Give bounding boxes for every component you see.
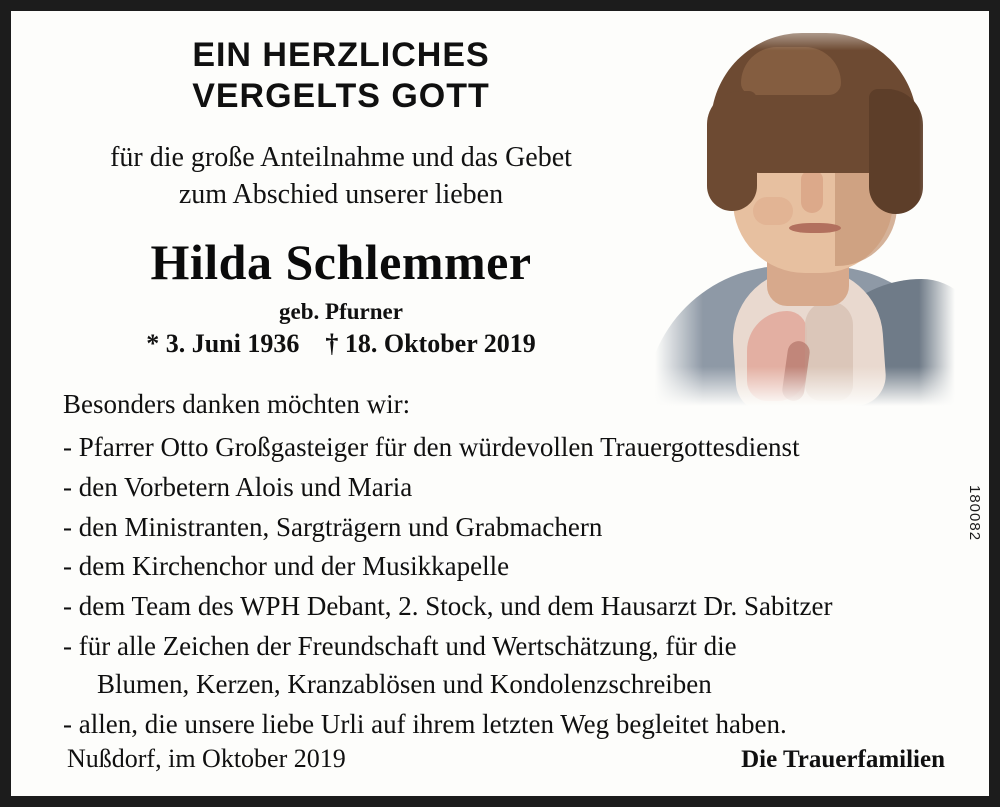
list-item-text: - für alle Zeichen der Freundschaft und Wertschätzung, für die	[63, 630, 737, 661]
maiden-name: geb. Pfurner	[279, 299, 403, 324]
list-item: - Pfarrer Otto Großgasteiger für den würdevollen Trauergottesdienst	[63, 432, 800, 462]
intro-line-2: zum Abschied unserer lieben	[178, 179, 504, 211]
birth-date: * 3. Juni 1936	[146, 329, 300, 358]
intro-text	[11, 139, 671, 213]
portrait-photo	[655, 11, 955, 406]
headline	[11, 35, 671, 118]
thanks-list	[63, 429, 943, 745]
list-item: - dem Team des WPH Debant, 2. Stock, und dem Hausarzt Dr. Sabitzer	[63, 591, 833, 622]
headline-line-2: VERGELTS GOTT	[192, 77, 490, 116]
list-item: - allen, die unsere liebe Urli auf ihrem letzten Weg begleitet haben.	[63, 708, 787, 739]
thanks-intro: Besonders danken möchten wir:	[63, 389, 411, 419]
obituary-card	[11, 11, 989, 796]
death-date: † 18. Oktober 2019	[325, 329, 536, 358]
list-item	[63, 628, 943, 704]
footer-signature: Die Trauerfamilien	[741, 746, 945, 773]
headline-line-1: EIN HERZLICHES	[192, 36, 490, 74]
list-item-continuation: Blumen, Kerzen, Kranzablösen und Kondolenzschreiben	[97, 668, 712, 699]
reference-code: 180082	[966, 485, 983, 542]
list-item: - dem Kirchenchor und der Musikkapelle	[63, 551, 510, 582]
footer-place-date: Nußdorf, im Oktober 2019	[67, 744, 346, 773]
intro-line-1: für die große Anteilnahme und das Gebet	[110, 142, 572, 173]
life-dates	[11, 329, 671, 359]
portrait-fade-overlay	[655, 11, 955, 406]
list-item: - den Vorbetern Alois und Maria	[63, 471, 413, 502]
deceased-name: Hilda Schlemmer	[150, 234, 532, 290]
list-item: - den Ministranten, Sargträgern und Grabmachern	[63, 511, 603, 542]
